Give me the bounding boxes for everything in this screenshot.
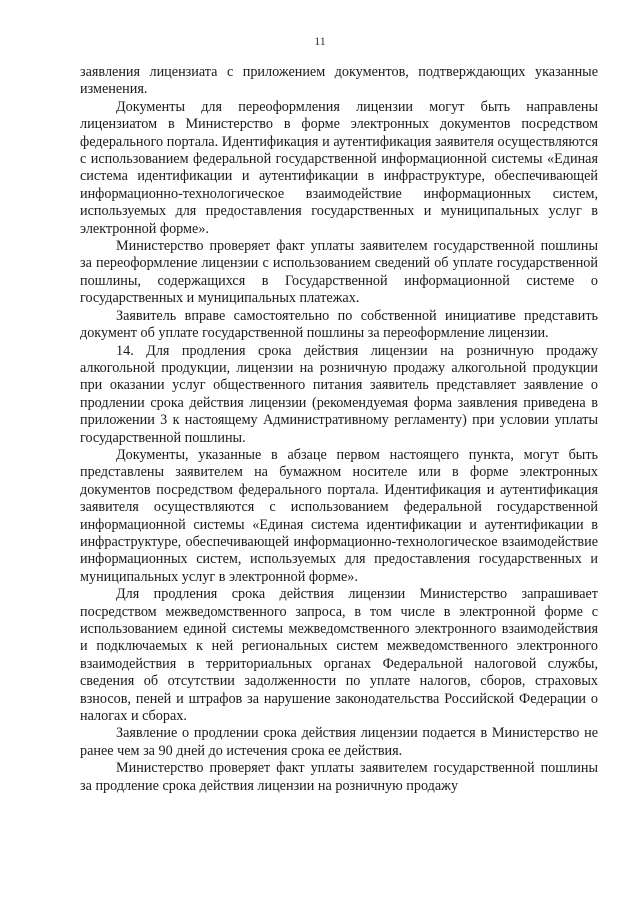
paragraph-interagency-request: Для продления срока действия лицензии Министерство запрашивает посредством межведомственного запроса, в том числе в электронной форме с использованием единой системы межведомственного электронного взаимодействия и подключаемых к ней региональных систем межведомственного электронного взаимодействия в территориальных органах Федеральной налоговой службы, сведения об отсутствии задолженности по уплате налогов, сборов, страховых взносов, пеней и штрафов за нарушение законодательства Российской Федерации о налогах и сборах. [80,586,598,725]
paragraph-fee-check-renewal: Министерство проверяет факт уплаты заявителем государственной пошлины за продление срока действия лицензии на розничную продажу [80,760,598,794]
paragraph-fee-check: Министерство проверяет факт уплаты заявителем государственной пошлины за переоформление лицензии с использованием сведений об уплате государственной пошлины, содержащихся в Государственной информационной системе о государственных и муниципальных платежах. [80,238,598,307]
body-text [80,64,598,795]
paragraph-electronic-submission: Документы для переоформления лицензии могут быть направлены лицензиатом в Министерство в форме электронных документов посредством федерального портала. Идентификация и аутентификация заявителя осуществляются с использованием федеральной государственной информационной системы «Единая система идентификации и аутентификации в инфраструктуре, обеспечивающей информационно-технологическое взаимодействие информационных систем, используемых для предоставления государственных и муниципальных услуг в электронной форме». [80,98,598,237]
paragraph-continuation: заявления лицензиата с приложением документов, подтверждающих указанные изменения. [80,64,598,98]
paragraph-documents: Документы, указанные в абзаце первом настоящего пункта, могут быть представлены заявителем на бумажном носителе или в форме электронных документов посредством федерального портала. Идентификация и аутентификация заявителя осуществляются с использованием федеральной государственной информационной системы «Единая система идентификации и аутентификации в инфраструктуре, обеспечивающей информационно-технологическое взаимодействие информационных систем, используемых для предоставления государственных и муниципальных услуг в электронной форме». [80,446,598,585]
page-number: 11 [314,34,326,48]
paragraph-applicant-right: Заявитель вправе самостоятельно по собственной инициативе представить документ об уплате государственной пошлины за переоформление лицензии. [80,307,598,342]
paragraph-item-14: 14. Для продления срока действия лицензии на розничную продажу алкогольной продукции, лицензии на розничную продажу алкогольной продукции при оказании услуг общественного питания заявитель представляет заявление о продлении срока действия лицензии (рекомендуемая форма заявления приведена в приложении 3 к настоящему Административному регламенту) при условии уплаты государственной пошлины. [80,342,598,446]
paragraph-deadline: Заявление о продлении срока действия лицензии подается в Министерство не ранее чем за 90 дней до истечения срока ее действия. [80,725,598,759]
